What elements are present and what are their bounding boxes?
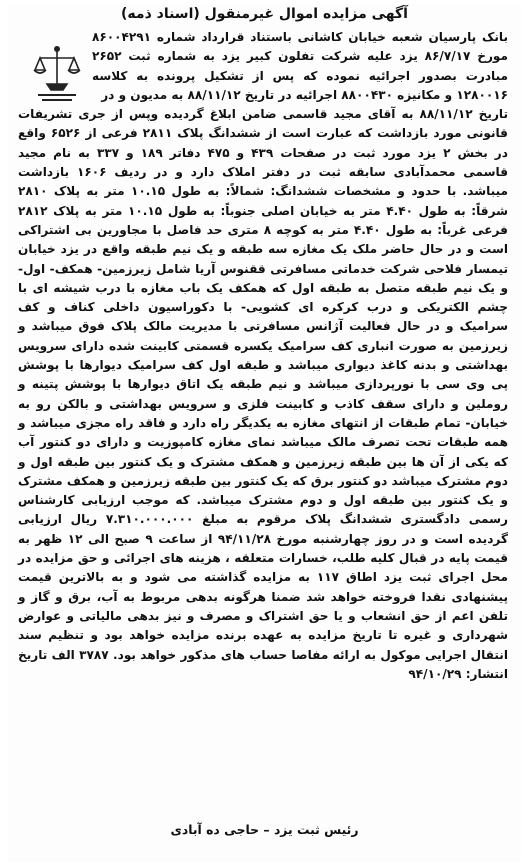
notice-title: آگهی مزایده اموال غیرمنقول (اسناد ذمه) [121, 6, 408, 22]
notice-page [8, 4, 521, 862]
intro-paragraph: بانک پارسیان شعبه خیابان کاشانی باستناد قرارداد شماره ۸۶۰۰۴۲۹۱ مورخ ۸۶/۷/۱۷ یزد علیه شرکت تفلون کبیر یزد به شماره ثبت ۲۶۵۲ مبادرت بصدور اجرائیه نموده که پس از تشکیل پرونده به کلاسه ۱۲۸۰۰۱۶ و مکانیزه ۸۸۰۰۴۳۰ اجرائیه در تاریخ ۸۸/۱۱/۱۲ به مدیون و در [92, 30, 508, 102]
main-paragraph: تاریخ ۸۸/۱۱/۱۲ به آقای مجید قاسمی ضامن ابلاغ گردیده وپس از جری تشریفات قانونی مورد بازداشت که عبارت است از ششدانگ پلاک ۲۸۱۱ فرعی از ۶۵۲۶ واقع در بخش ۲ یزد مورد ثبت در صفحات ۴۳۹ و ۴۷۵ دفاتر ۱۸۹ و ۳۳۷ به نام مجید قاسمی محمدآبادی سابقه ثبت در دفتر املاک دارد و در ردیف ۱۶۰۶ بازداشت میباشد. با حدود و مشخصات ششدانگ: شمالاً: به طول ۱۰.۱۵ متر به پلاک ۲۸۱۰ شرقاً: به طول ۴.۴۰ متر به خیابان اصلی جنوباً: به طول ۱۰.۱۵ متر به پلاک ۲۸۱۲ فرعی غرباً: به طول ۴.۴۰ متر به کوچه ۸ متری حد فاصل با مجاورین بی اشتراکی است و در حال حاضر ملک یک مغازه سه طبقه و یک نیم طبقه واقع در یزد خیابان تیمسار فلاحی شرکت خدماتی مسافرتی ققنوس آریا شامل زیرزمین- همکف- اول- و یک نیم طبقه متصل به طبقه اول که همکف یک باب مغازه با درب شیشه ای با چشم الکتریکی و درب کرکره ای کشویی- با دکوراسیون داخلی کناف و کف سرامیک و در حال فعالیت آژانس مسافرتی با مدیریت مالک پلاک فوق میباشد و زیرزمین به صورت انباری کف سرامیک یکسره قسمتی کابینت شده دارای سرویس بهداشتی و بدنه کاغذ دیواری میباشد و طبقه اول کف سرامیک دیوارها با پوشش پی وی سی با نورپردازی میباشد و نیم طبقه یک اتاق دیوارها با پوشش پتینه و روملین و دارای سقف کاذب و کابینت فلزی و سرویس بهداشتی و بالکن رو به خیابان- تمام طبقات از انتهای مغازه به یکدیگر راه دارد و فاقد راه مجزی میباشد و همه طبقات تحت تصرف مالک میباشد نمای مغازه کامپوزیت و دارای دو کنتور آب که یکی از آن ها بین طبقه زیرزمین و همکف مشترک و یک کنتور بین طبقه اول و دوم مشترک میباشد دو کنتور برق که یک کنتور بین طبقه زیرزمین و همکف مشترک و یک کنتور بین طبقه اول و دوم مشترک میباشد. که موجب ارزیابی کارشناس رسمی دادگستری ششدانگ پلاک مرقوم به مبلغ ۷.۳۱۰.۰۰۰.۰۰۰ ریال ارزیابی گردیده است و در روز چهارشنبه مورخ ۹۴/۱۱/۲۸ از ساعت ۹ صبح الی ۱۲ ظهر به قیمت پایه در قبال کلیه طلب، خسارات متعلقه ، هزینه های اجرائی و حق مزایده در محل اجرای ثبت یزد اطاق ۱۱۷ به مزایده گذاشته می شود و به بالاترین قیمت پیشنهادی نقدا فروخته خواهد شد ضمنا هرگونه بدهی مربوط به آب، برق و گاز و تلفن اعم از حق انشعاب و یا حق اشتراک و مصرف و نیز بدهی مالیاتی و عوارض شهرداری و غیره تا تاریخ مزایده به عهده برنده مزایده خواهد بود و تنظیم سند انتقال اجرایی موکول به ارائه مفاصا حساب های مذکور خواهد بود. ۳۷۸۷ الف تاریخ انتشار: ۹۴/۱۰/۲۹ [18, 107, 509, 681]
notice-body [18, 28, 508, 684]
signature-line: رئیس ثبت یزد – حاجی ده آبادی [170, 822, 359, 837]
